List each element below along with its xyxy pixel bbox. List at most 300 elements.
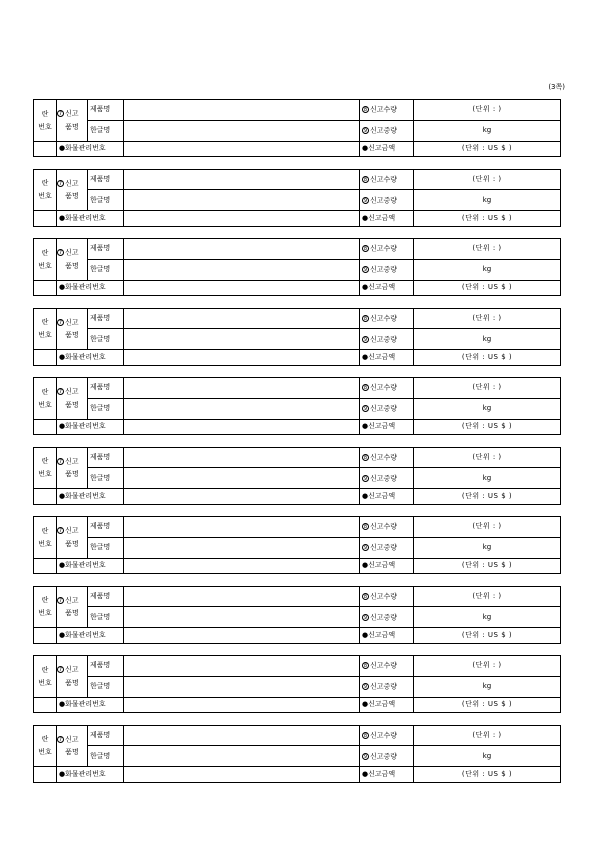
- declared-quantity-label: 신고수량: [370, 731, 398, 740]
- circled-number-7-icon: 7: [58, 667, 63, 674]
- korean-name-field[interactable]: [124, 537, 360, 558]
- korean-name-label: 한글명: [88, 468, 124, 489]
- cargo-number-label-cell: [57, 697, 124, 712]
- declared-amount-label: 신고금액: [368, 700, 396, 709]
- declared-quantity-label: 신고수량: [370, 522, 398, 531]
- circled-number-8-icon: 8: [363, 593, 368, 600]
- korean-name-label: 한글명: [88, 259, 124, 280]
- index-cell: [34, 725, 57, 767]
- circled-number-9-icon: 9: [363, 545, 368, 552]
- declared-amount-label: 신고금액: [368, 283, 396, 292]
- product-name-field[interactable]: [124, 239, 360, 260]
- declared-quantity-field[interactable]: [414, 517, 561, 538]
- quantity-unit-text: (단위 : ): [472, 452, 502, 461]
- product-name-label: 제품명: [88, 517, 124, 538]
- circled-marker-icon: ●: [362, 283, 369, 292]
- item-block: [33, 447, 561, 505]
- declared-weight-field[interactable]: [414, 398, 561, 419]
- declared-quantity-label-cell: [360, 656, 414, 677]
- declared-amount-label-cell: [360, 558, 414, 573]
- korean-name-field[interactable]: [124, 468, 360, 489]
- circled-marker-icon: ●: [362, 352, 369, 361]
- circled-marker-icon: ●: [59, 561, 66, 570]
- declared-amount-label: 신고금액: [368, 561, 396, 570]
- declared-amount-label-cell: [360, 767, 414, 782]
- korean-name-field[interactable]: [124, 398, 360, 419]
- declared-weight-field[interactable]: [414, 746, 561, 767]
- circled-marker-icon: ●: [362, 561, 369, 570]
- declared-quantity-label-cell: [360, 725, 414, 746]
- item-table: [33, 169, 561, 227]
- circled-number-8-icon: 8: [363, 385, 368, 392]
- declared-amount-label-cell: [360, 628, 414, 643]
- item-name-label: 품명: [65, 609, 79, 618]
- quantity-unit-text: (단위 : ): [472, 174, 502, 183]
- declared-weight-label-cell: [360, 607, 414, 628]
- item-name-label: 품명: [65, 678, 79, 687]
- product-name-field[interactable]: [124, 586, 360, 607]
- circled-number-8-icon: 8: [363, 315, 368, 322]
- item-name-label: 품명: [65, 192, 79, 201]
- declared-amount-label-cell: [360, 211, 414, 226]
- declared-item-name-cell: [57, 725, 88, 767]
- index-number-field[interactable]: [34, 489, 57, 504]
- declared-amount-label-cell: [360, 141, 414, 156]
- declared-weight-label: 신고중량: [370, 474, 398, 483]
- declared-label: 신고: [65, 248, 79, 257]
- declared-weight-label-cell: [360, 190, 414, 211]
- weight-unit-text: kg: [482, 612, 492, 621]
- declared-amount-label: 신고금액: [368, 213, 396, 222]
- item-table: [33, 99, 561, 157]
- declared-quantity-label-cell: [360, 586, 414, 607]
- circled-number-7-icon: 7: [58, 597, 63, 604]
- circled-number-8-icon: 8: [363, 176, 368, 183]
- circled-number-7-icon: 7: [58, 389, 63, 396]
- item-name-label: 품명: [65, 539, 79, 548]
- declared-quantity-label: 신고수량: [370, 105, 398, 114]
- circled-number-8-icon: 8: [363, 107, 368, 114]
- weight-unit-text: kg: [482, 682, 492, 691]
- circled-number-7-icon: 7: [58, 736, 63, 743]
- declared-amount-label: 신고금액: [368, 144, 396, 153]
- circled-number-9-icon: 9: [363, 267, 368, 274]
- index-cell: [34, 447, 57, 489]
- circled-number-9-icon: 9: [363, 753, 368, 760]
- korean-name-label: 한글명: [88, 398, 124, 419]
- item-block: [33, 377, 561, 435]
- declared-quantity-field[interactable]: [414, 100, 561, 121]
- product-name-field[interactable]: [124, 308, 360, 329]
- cargo-number-field[interactable]: [124, 419, 360, 434]
- declared-amount-field[interactable]: [414, 767, 561, 782]
- index-cell: [34, 586, 57, 628]
- item-block: [33, 99, 561, 157]
- korean-name-label: 한글명: [88, 746, 124, 767]
- declared-quantity-label: 신고수량: [370, 314, 398, 323]
- korean-name-field[interactable]: [124, 676, 360, 697]
- index-bottom-label: 번호: [38, 261, 52, 270]
- product-name-label: 제품명: [88, 308, 124, 329]
- index-cell: [34, 100, 57, 142]
- korean-name-label: 한글명: [88, 329, 124, 350]
- circled-marker-icon: ●: [362, 769, 369, 778]
- amount-unit-text: (단위 : US $ ): [461, 630, 513, 639]
- item-block: [33, 655, 561, 713]
- item-table: [33, 516, 561, 574]
- declared-weight-field[interactable]: [414, 607, 561, 628]
- cargo-number-label-cell: [57, 767, 124, 782]
- weight-unit-text: kg: [482, 751, 492, 760]
- declared-item-name-cell: [57, 239, 88, 281]
- cargo-number-label: 화물관리번호: [65, 700, 106, 709]
- circled-marker-icon: ●: [59, 769, 66, 778]
- weight-unit-text: kg: [482, 265, 492, 274]
- korean-name-field[interactable]: [124, 607, 360, 628]
- index-number-field[interactable]: [34, 558, 57, 573]
- declared-quantity-field[interactable]: [414, 656, 561, 677]
- declared-item-name-cell: [57, 308, 88, 350]
- declared-weight-field[interactable]: [414, 259, 561, 280]
- item-name-label: 품명: [65, 470, 79, 479]
- circled-marker-icon: ●: [59, 213, 66, 222]
- cargo-number-label: 화물관리번호: [65, 283, 106, 292]
- korean-name-field[interactable]: [124, 190, 360, 211]
- index-number-field[interactable]: [34, 280, 57, 295]
- circled-number-7-icon: 7: [58, 528, 63, 535]
- cargo-number-field[interactable]: [124, 350, 360, 365]
- item-block: [33, 169, 561, 227]
- declared-quantity-label: 신고수량: [370, 661, 398, 670]
- declared-weight-field[interactable]: [414, 468, 561, 489]
- circled-number-9-icon: 9: [363, 197, 368, 204]
- index-top-label: 란: [41, 665, 49, 674]
- declared-label: 신고: [65, 735, 79, 744]
- index-cell: [34, 308, 57, 350]
- circled-number-8-icon: 8: [363, 524, 368, 531]
- product-name-label: 제품명: [88, 447, 124, 468]
- declared-label: 신고: [65, 109, 79, 118]
- circled-number-7-icon: 7: [58, 111, 63, 118]
- index-bottom-label: 번호: [38, 539, 52, 548]
- cargo-number-label: 화물관리번호: [65, 422, 106, 431]
- declared-weight-label: 신고중량: [370, 196, 398, 205]
- index-top-label: 란: [41, 248, 49, 257]
- index-cell: [34, 656, 57, 698]
- quantity-unit-text: (단위 : ): [472, 730, 502, 739]
- declared-weight-label: 신고중량: [370, 265, 398, 274]
- item-table: [33, 655, 561, 713]
- index-number-field[interactable]: [34, 419, 57, 434]
- item-name-label: 품명: [65, 331, 79, 340]
- amount-unit-text: (단위 : US $ ): [461, 144, 513, 153]
- declared-amount-field[interactable]: [414, 419, 561, 434]
- item-table: [33, 238, 561, 296]
- item-name-label: 품명: [65, 400, 79, 409]
- cargo-number-label-cell: [57, 211, 124, 226]
- item-block: [33, 516, 561, 574]
- circled-marker-icon: ●: [59, 422, 66, 431]
- cargo-number-label: 화물관리번호: [65, 352, 106, 361]
- quantity-unit-text: (단위 : ): [472, 522, 502, 531]
- declared-amount-field[interactable]: [414, 697, 561, 712]
- index-number-field[interactable]: [34, 350, 57, 365]
- cargo-number-field[interactable]: [124, 280, 360, 295]
- product-name-field[interactable]: [124, 447, 360, 468]
- index-bottom-label: 번호: [38, 609, 52, 618]
- declared-label: 신고: [65, 526, 79, 535]
- declared-weight-field[interactable]: [414, 537, 561, 558]
- declared-label: 신고: [65, 387, 79, 396]
- declared-quantity-field[interactable]: [414, 586, 561, 607]
- cargo-number-label-cell: [57, 141, 124, 156]
- quantity-unit-text: (단위 : ): [472, 244, 502, 253]
- circled-marker-icon: ●: [59, 283, 66, 292]
- declared-amount-label: 신고금액: [368, 630, 396, 639]
- korean-name-field[interactable]: [124, 259, 360, 280]
- product-name-label: 제품명: [88, 586, 124, 607]
- index-top-label: 란: [41, 596, 49, 605]
- declared-weight-field[interactable]: [414, 676, 561, 697]
- circled-number-7-icon: 7: [58, 180, 63, 187]
- index-top-label: 란: [41, 526, 49, 535]
- declared-item-name-cell: [57, 517, 88, 559]
- index-number-field[interactable]: [34, 697, 57, 712]
- product-name-field[interactable]: [124, 169, 360, 190]
- cargo-number-field[interactable]: [124, 489, 360, 504]
- circled-marker-icon: ●: [59, 491, 66, 500]
- item-table: [33, 308, 561, 366]
- circled-number-9-icon: 9: [363, 684, 368, 691]
- declared-weight-label: 신고중량: [370, 404, 398, 413]
- item-table: [33, 586, 561, 644]
- index-number-field[interactable]: [34, 141, 57, 156]
- declared-item-name-cell: [57, 656, 88, 698]
- item-name-label: 품명: [65, 261, 79, 270]
- item-block: [33, 725, 561, 783]
- cargo-number-field[interactable]: [124, 697, 360, 712]
- declared-weight-field[interactable]: [414, 190, 561, 211]
- amount-unit-text: (단위 : US $ ): [461, 213, 513, 222]
- declared-weight-label: 신고중량: [370, 335, 398, 344]
- declared-weight-label: 신고중량: [370, 126, 398, 135]
- declared-quantity-field[interactable]: [414, 447, 561, 468]
- korean-name-label: 한글명: [88, 607, 124, 628]
- circled-marker-icon: ●: [59, 630, 66, 639]
- declared-quantity-field[interactable]: [414, 725, 561, 746]
- product-name-field[interactable]: [124, 725, 360, 746]
- circled-marker-icon: ●: [59, 352, 66, 361]
- item-name-label: 품명: [65, 748, 79, 757]
- declared-amount-label-cell: [360, 419, 414, 434]
- declared-quantity-label-cell: [360, 169, 414, 190]
- quantity-unit-text: (단위 : ): [472, 383, 502, 392]
- cargo-number-label-cell: [57, 419, 124, 434]
- item-block: [33, 238, 561, 296]
- declared-quantity-label-cell: [360, 447, 414, 468]
- declared-amount-field[interactable]: [414, 211, 561, 226]
- declared-quantity-label-cell: [360, 517, 414, 538]
- declared-label: 신고: [65, 596, 79, 605]
- cargo-number-label: 화물관리번호: [65, 561, 106, 570]
- circled-marker-icon: ●: [362, 491, 369, 500]
- declared-label: 신고: [65, 179, 79, 188]
- circled-number-9-icon: 9: [363, 614, 368, 621]
- declared-item-name-cell: [57, 378, 88, 420]
- declared-amount-label: 신고금액: [368, 422, 396, 431]
- declared-label: 신고: [65, 457, 79, 466]
- declared-amount-label-cell: [360, 280, 414, 295]
- circled-marker-icon: ●: [362, 144, 369, 153]
- declared-amount-label: 신고금액: [368, 352, 396, 361]
- declared-amount-field[interactable]: [414, 558, 561, 573]
- item-name-label: 품명: [65, 122, 79, 131]
- index-top-label: 란: [41, 318, 49, 327]
- quantity-unit-text: (단위 : ): [472, 105, 502, 114]
- declared-quantity-label: 신고수량: [370, 175, 398, 184]
- circled-number-7-icon: 7: [58, 250, 63, 257]
- cargo-number-label-cell: [57, 350, 124, 365]
- weight-unit-text: kg: [482, 543, 492, 552]
- declared-amount-field[interactable]: [414, 280, 561, 295]
- index-bottom-label: 번호: [38, 400, 52, 409]
- circled-number-9-icon: 9: [363, 475, 368, 482]
- circled-marker-icon: ●: [59, 700, 66, 709]
- declared-quantity-field[interactable]: [414, 308, 561, 329]
- weight-unit-text: kg: [482, 334, 492, 343]
- declared-quantity-label-cell: [360, 308, 414, 329]
- declared-item-name-cell: [57, 586, 88, 628]
- weight-unit-text: kg: [482, 126, 492, 135]
- index-top-label: 란: [41, 179, 49, 188]
- circled-marker-icon: ●: [362, 422, 369, 431]
- circled-number-7-icon: 7: [58, 458, 63, 465]
- product-name-field[interactable]: [124, 656, 360, 677]
- declared-weight-label-cell: [360, 398, 414, 419]
- declared-weight-field[interactable]: [414, 329, 561, 350]
- declared-weight-label: 신고중량: [370, 613, 398, 622]
- cargo-number-field[interactable]: [124, 628, 360, 643]
- declared-quantity-field[interactable]: [414, 239, 561, 260]
- declared-item-name-cell: [57, 100, 88, 142]
- declared-amount-field[interactable]: [414, 141, 561, 156]
- cargo-number-label-cell: [57, 280, 124, 295]
- declared-item-name-cell: [57, 447, 88, 489]
- declared-weight-label-cell: [360, 468, 414, 489]
- declared-weight-label-cell: [360, 259, 414, 280]
- cargo-number-label-cell: [57, 628, 124, 643]
- declared-amount-field[interactable]: [414, 628, 561, 643]
- weight-unit-text: kg: [482, 473, 492, 482]
- product-name-label: 제품명: [88, 656, 124, 677]
- declared-amount-field[interactable]: [414, 350, 561, 365]
- index-top-label: 란: [41, 735, 49, 744]
- cargo-number-label-cell: [57, 489, 124, 504]
- cargo-number-label: 화물관리번호: [65, 769, 106, 778]
- item-table: [33, 725, 561, 783]
- korean-name-field[interactable]: [124, 746, 360, 767]
- declared-weight-label: 신고중량: [370, 682, 398, 691]
- declared-quantity-label-cell: [360, 100, 414, 121]
- circled-marker-icon: ●: [362, 630, 369, 639]
- index-number-field[interactable]: [34, 767, 57, 782]
- amount-unit-text: (단위 : US $ ): [461, 352, 513, 361]
- declared-amount-label-cell: [360, 489, 414, 504]
- quantity-unit-text: (단위 : ): [472, 661, 502, 670]
- declared-amount-label-cell: [360, 697, 414, 712]
- item-table: [33, 447, 561, 505]
- cargo-number-field[interactable]: [124, 558, 360, 573]
- index-cell: [34, 239, 57, 281]
- item-block: [33, 308, 561, 366]
- korean-name-field[interactable]: [124, 120, 360, 141]
- amount-unit-text: (단위 : US $ ): [461, 491, 513, 500]
- amount-unit-text: (단위 : US $ ): [461, 283, 513, 292]
- circled-number-9-icon: 9: [363, 406, 368, 413]
- korean-name-label: 한글명: [88, 537, 124, 558]
- declared-weight-label-cell: [360, 120, 414, 141]
- korean-name-label: 한글명: [88, 676, 124, 697]
- declared-weight-label: 신고중량: [370, 752, 398, 761]
- declared-quantity-label: 신고수량: [370, 453, 398, 462]
- index-cell: [34, 169, 57, 211]
- product-name-field[interactable]: [124, 378, 360, 399]
- declared-amount-label: 신고금액: [368, 769, 396, 778]
- circled-number-9-icon: 9: [363, 128, 368, 135]
- declared-amount-field[interactable]: [414, 489, 561, 504]
- declared-quantity-label-cell: [360, 239, 414, 260]
- quantity-unit-text: (단위 : ): [472, 591, 502, 600]
- cargo-number-label: 화물관리번호: [65, 213, 106, 222]
- declared-item-name-cell: [57, 169, 88, 211]
- item-table: [33, 377, 561, 435]
- product-name-field[interactable]: [124, 517, 360, 538]
- declared-weight-label-cell: [360, 537, 414, 558]
- product-name-field[interactable]: [124, 100, 360, 121]
- circled-marker-icon: ●: [59, 144, 66, 153]
- index-cell: [34, 517, 57, 559]
- declared-amount-label: 신고금액: [368, 491, 396, 500]
- korean-name-field[interactable]: [124, 329, 360, 350]
- cargo-number-field[interactable]: [124, 767, 360, 782]
- index-number-field[interactable]: [34, 211, 57, 226]
- cargo-number-field[interactable]: [124, 211, 360, 226]
- cargo-number-label: 화물관리번호: [65, 491, 106, 500]
- declared-amount-label-cell: [360, 350, 414, 365]
- declared-weight-label-cell: [360, 746, 414, 767]
- korean-name-label: 한글명: [88, 190, 124, 211]
- product-name-label: 제품명: [88, 725, 124, 746]
- declared-weight-label-cell: [360, 676, 414, 697]
- declared-label: 신고: [65, 318, 79, 327]
- product-name-label: 제품명: [88, 378, 124, 399]
- quantity-unit-text: (단위 : ): [472, 313, 502, 322]
- index-top-label: 란: [41, 457, 49, 466]
- declared-quantity-label: 신고수량: [370, 383, 398, 392]
- product-name-label: 제품명: [88, 100, 124, 121]
- declared-quantity-field[interactable]: [414, 378, 561, 399]
- product-name-label: 제품명: [88, 169, 124, 190]
- declared-quantity-label: 신고수량: [370, 592, 398, 601]
- index-number-field[interactable]: [34, 628, 57, 643]
- declared-quantity-field[interactable]: [414, 169, 561, 190]
- index-bottom-label: 번호: [38, 122, 52, 131]
- cargo-number-field[interactable]: [124, 141, 360, 156]
- declared-weight-label: 신고중량: [370, 543, 398, 552]
- index-bottom-label: 번호: [38, 678, 52, 687]
- page-number-label: (3쪽): [548, 83, 565, 91]
- declared-weight-field[interactable]: [414, 120, 561, 141]
